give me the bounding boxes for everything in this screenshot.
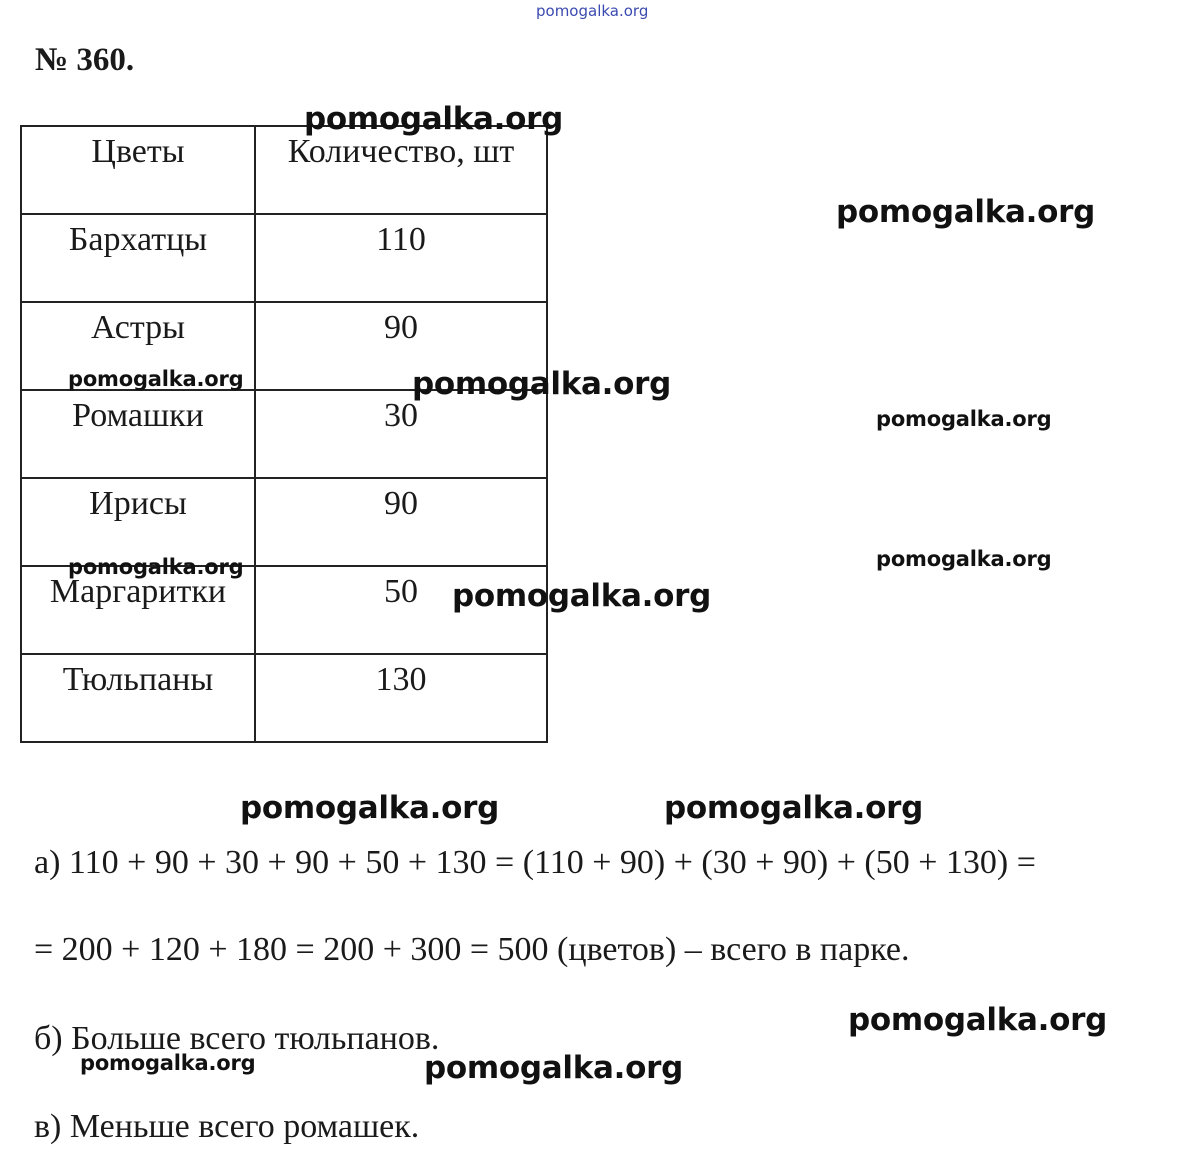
- solution-a-line-2: = 200 + 120 + 180 = 200 + 300 = 500 (цветов) – всего в парке.: [34, 931, 910, 968]
- watermark: pomogalka.org: [664, 790, 924, 826]
- count-cell: 90: [255, 302, 547, 390]
- header-cell: Количество, шт: [255, 126, 547, 214]
- table-row: [21, 478, 547, 566]
- problem-number: № 360.: [35, 42, 135, 78]
- watermark: pomogalka.org: [68, 367, 244, 391]
- flower-name-cell: Бархатцы: [21, 214, 255, 302]
- header-cell: Цветы: [21, 126, 255, 214]
- flower-name-cell: Ирисы: [21, 478, 255, 566]
- watermark: pomogalka.org: [240, 790, 500, 826]
- watermark: pomogalka.org: [68, 555, 244, 579]
- count-cell: 30: [255, 390, 547, 478]
- flower-name-cell: Тюльпаны: [21, 654, 255, 742]
- table-row: [21, 654, 547, 742]
- flowers-table: [20, 125, 548, 743]
- watermark: pomogalka.org: [80, 1051, 256, 1075]
- watermark: pomogalka.org: [304, 101, 564, 137]
- count-cell: 90: [255, 478, 547, 566]
- count-cell: 130: [255, 654, 547, 742]
- watermark: pomogalka.org: [412, 366, 672, 402]
- count-cell: 50: [255, 566, 547, 654]
- solution-a-line-1: а) 110 + 90 + 30 + 90 + 50 + 130 = (110 + 90) + (30 + 90) + (50 + 130) =: [34, 844, 1036, 881]
- table-row: [21, 214, 547, 302]
- watermark: pomogalka.org: [876, 547, 1052, 571]
- watermark: pomogalka.org: [848, 1002, 1108, 1038]
- flower-name-cell: Маргаритки: [21, 566, 255, 654]
- table-row: [21, 390, 547, 478]
- watermark: pomogalka.org: [452, 578, 712, 614]
- solution-v: в) Меньше всего ромашек.: [34, 1108, 420, 1145]
- flower-name-cell: Ромашки: [21, 390, 255, 478]
- watermark: pomogalka.org: [836, 194, 1096, 230]
- table-header-row: [21, 126, 547, 214]
- watermark: pomogalka.org: [536, 2, 649, 20]
- flower-name-cell: Астры: [21, 302, 255, 390]
- watermark: pomogalka.org: [424, 1050, 684, 1086]
- solution-b: б) Больше всего тюльпанов.: [34, 1020, 440, 1057]
- count-cell: 110: [255, 214, 547, 302]
- watermark: pomogalka.org: [876, 407, 1052, 431]
